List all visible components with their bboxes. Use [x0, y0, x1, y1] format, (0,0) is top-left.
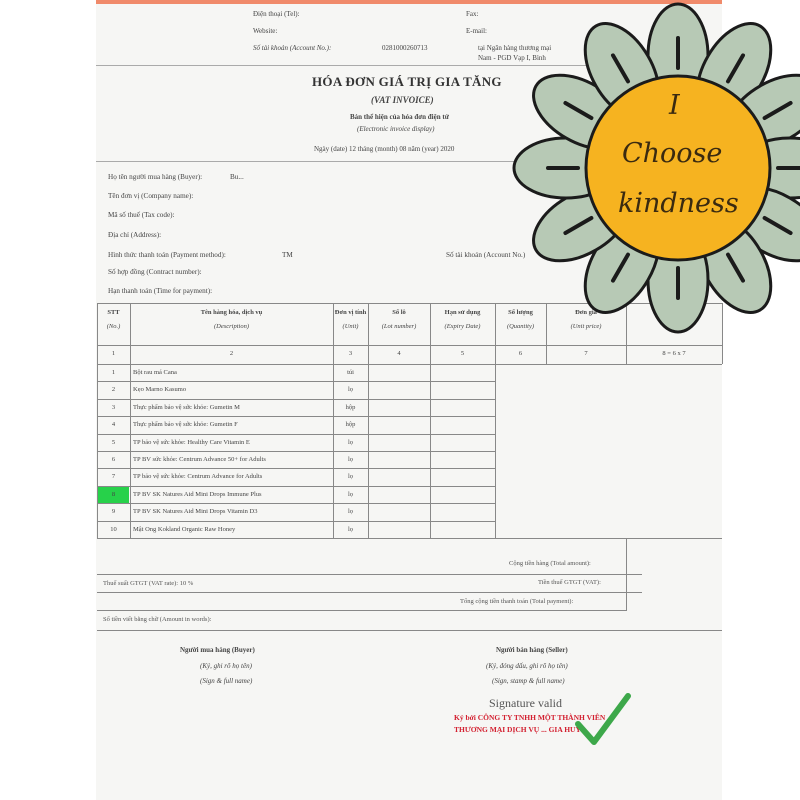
row-unit: lọ	[347, 438, 354, 446]
row-description: Bột rau má Cana	[133, 369, 177, 376]
website-label: Website:	[253, 27, 278, 35]
bank-branch: Nam - PGD Vạp I, Bình	[478, 54, 546, 62]
seller-sign-note-en: (Sign, stamp & full name)	[492, 677, 565, 685]
column-header-en: (Quantity)	[506, 323, 535, 330]
fax-label: Fax:	[466, 10, 479, 18]
row-unit: lọ	[347, 508, 354, 516]
row-unit: hộp	[345, 403, 356, 411]
row-number: 7	[111, 473, 116, 481]
bank-name: tại Ngân hàng thương mại	[478, 44, 552, 52]
column-header: Hạn sử dụng	[444, 309, 481, 316]
column-index: 7	[584, 350, 588, 357]
vat-amount-label: Tiền thuế GTGT (VAT):	[538, 579, 601, 586]
buyer-info-label: Địa chỉ (Address):	[108, 231, 162, 239]
row-description: Thực phẩm bảo vệ sức khỏe: Gumetin F	[133, 421, 238, 429]
column-header: STT	[107, 309, 120, 316]
phone-label: Điện thoại (Tel):	[253, 10, 300, 18]
invoice-subtitle: (VAT INVOICE)	[371, 95, 434, 105]
column-header-en: (No.)	[106, 323, 121, 330]
row-number: 2	[111, 386, 116, 394]
row-description: Kẹo Marno Kasumo	[133, 386, 187, 394]
sticker-text-line2: Choose	[622, 138, 723, 169]
row-description: TP bảo vệ sức khỏe: Healthy Care Vitamin E	[133, 438, 250, 446]
column-header-en: (Unit price)	[570, 323, 602, 330]
sticker-text-line3: kindness	[618, 188, 739, 219]
seller-sign-title: Người bán hàng (Seller)	[496, 646, 568, 654]
buyer-info-label: Mã số thuế (Tax code):	[108, 211, 175, 219]
sticker-text-line1: I	[669, 90, 680, 121]
row-number: 3	[111, 403, 116, 411]
row-unit: lọ	[347, 490, 354, 498]
e-invoice-display: Bản thể hiện của hóa đơn điện tử	[350, 113, 449, 121]
buyer-info-label: Hình thức thanh toán (Payment method):	[108, 251, 226, 259]
row-number: 9	[111, 508, 116, 516]
buyer-sign-note-en: (Sign & full name)	[200, 677, 253, 685]
column-header-en: (Description)	[213, 323, 250, 330]
column-header-en: (Lot number)	[381, 323, 417, 330]
buyer-sign-note: (Ký, ghi rõ họ tên)	[200, 662, 252, 670]
row-description: TP bảo vệ sức khỏe: Centrum Advance for Adults	[133, 473, 263, 481]
row-description: TP BV sức khỏe: Centrum Advance 50+ for Adults	[133, 456, 266, 463]
account-label: Số tài khoản (Account No.):	[253, 44, 332, 52]
column-index: 4	[397, 350, 401, 357]
column-index: 5	[460, 350, 465, 357]
signed-by-line2: THƯƠNG MẠI DỊCH VỤ ... GIA HUY	[454, 725, 581, 734]
row-number: 8	[111, 490, 116, 498]
row-number: 6	[111, 456, 116, 463]
column-header: Đơn giá	[575, 309, 597, 316]
seller-sign-note: (Ký, đóng dấu, ghi rõ họ tên)	[486, 662, 568, 670]
row-description: TP BV SK Natures Aid Mini Drops Vitamin D3	[133, 508, 258, 516]
buyer-info-label: Số hợp đồng (Contract number):	[108, 268, 202, 276]
row-number: 4	[111, 421, 116, 429]
column-index: 2	[229, 350, 234, 357]
buyer-info-value: TM	[282, 251, 293, 259]
column-index: 1	[111, 350, 116, 357]
row-description: TP BV SK Natures Aid Mini Drops Immune Plus	[133, 490, 262, 498]
row-description: Thực phẩm bảo vệ sức khỏe: Gumetin M	[133, 403, 240, 411]
column-index: 8 = 6 x 7	[662, 350, 686, 357]
account-number: 0281000260713	[382, 44, 428, 52]
buyer-sign-title: Người mua hàng (Buyer)	[180, 646, 255, 654]
column-header-en: (Unit)	[342, 323, 359, 330]
signed-by-line1: Ký bởi CÔNG TY TNHH MỘT THÀNH VIÊN	[454, 713, 606, 722]
email-label: E-mail:	[466, 27, 487, 35]
buyer-info-label: Hạn thanh toán (Time for payment):	[108, 287, 213, 295]
total-amount-label: Cộng tiền hàng (Total amount):	[509, 560, 591, 567]
invoice-date: Ngày (date) 12 tháng (month) 08 năm (year) 2020	[314, 145, 455, 153]
e-invoice-display-en: (Electronic invoice display)	[357, 125, 435, 133]
total-payment-label: Tổng cộng tiền thanh toán (Total payment):	[460, 598, 574, 605]
row-number: 5	[111, 438, 116, 446]
column-index: 6	[518, 350, 523, 357]
invoice-title: HÓA ĐƠN GIÁ TRỊ GIA TĂNG	[312, 74, 502, 89]
buyer-info-value: Bu...	[230, 173, 244, 181]
column-header: Số lô	[392, 309, 406, 316]
row-number: 1	[111, 369, 116, 376]
row-unit: túi	[347, 369, 354, 376]
buyer-info-label: Họ tên người mua hàng (Buyer):	[108, 173, 203, 181]
column-header: Tên hàng hóa, dịch vụ	[200, 309, 263, 316]
vat-rate: Thuế suất GTGT (VAT rate): 10 %	[103, 580, 194, 587]
row-unit: lọ	[347, 525, 354, 533]
column-header: Số lượng	[508, 309, 533, 316]
column-index: 3	[348, 350, 353, 357]
row-description: Mật Ong Kokland Organic Raw Honey	[133, 525, 236, 533]
row-unit: lọ	[347, 456, 354, 463]
buyer-info-label: Tên đơn vị (Company name):	[108, 192, 194, 200]
row-number: 10	[110, 525, 117, 533]
row-unit: lọ	[347, 386, 354, 394]
signature-valid: Signature valid	[489, 696, 562, 710]
row-unit: hộp	[345, 421, 356, 429]
row-unit: lọ	[347, 473, 354, 481]
column-header: Đơn vị tính	[334, 309, 367, 316]
amount-in-words: Số tiền viết bằng chữ (Amount in words):	[103, 616, 212, 623]
buyer-account-label: Số tài khoản (Account No.)	[446, 251, 526, 259]
column-header-en: (Expiry Date)	[444, 323, 481, 330]
